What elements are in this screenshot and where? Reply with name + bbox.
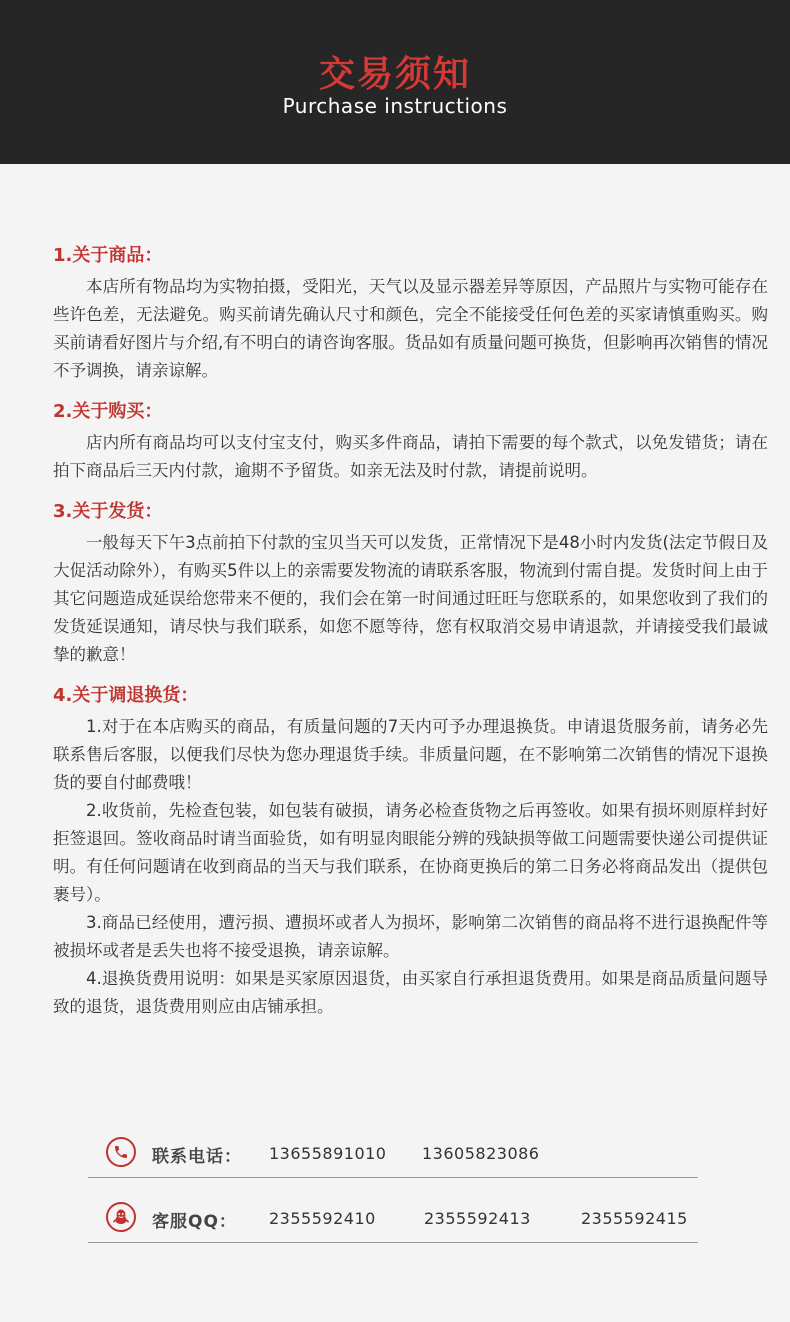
section-title: 2.关于购买： <box>53 401 163 422</box>
page-title: 交易须知 <box>318 54 471 95</box>
section-paragraph: 4.退换货费用说明：如果是买家原因退货，由买家自行承担退货费用。如果是商品质量问题导致的退货，退货费用则应由店铺承担。 <box>53 969 768 1016</box>
section-title: 3.关于发货： <box>53 501 163 522</box>
qq-number[interactable]: 2355592410 <box>269 1209 376 1228</box>
contact-row-phone <box>88 1133 698 1178</box>
section-product <box>53 243 768 385</box>
section-paragraph: 本店所有物品均为实物拍摄，受阳光，天气以及显示器差异等原因，产品照片与实物可能存在些许色差，无法避免。购买前请先确认尺寸和颜色，完全不能接受任何色差的买家请慎重购买。购买前请看好图片与介绍,有不明白的请咨询客服。货品如有质量问题可换货，但影响再次销售的情况不予调换，请亲谅解。 <box>53 277 768 380</box>
contact-label-phone: 联系电话： <box>152 1147 242 1167</box>
phone-icon <box>106 1137 136 1167</box>
section-returns <box>53 683 768 1021</box>
section-purchase <box>53 399 768 485</box>
section-title: 4.关于调退换货： <box>53 685 199 706</box>
section-shipping <box>53 499 768 669</box>
header-banner <box>0 0 790 164</box>
phone-number[interactable]: 13655891010 <box>269 1144 387 1163</box>
qq-number[interactable]: 2355592413 <box>424 1209 531 1228</box>
contact-block <box>88 1133 698 1243</box>
page-subtitle: Purchase instructions <box>282 94 508 118</box>
section-paragraph: 一般每天下午3点前拍下付款的宝贝当天可以发货，正常情况下是48小时内发货(法定节假日及大促活动除外），有购买5件以上的亲需要发物流的请联系客服，物流到付需自提。发货时间上由于其它问题造成延误给您带来不便的，我们会在第一时间通过旺旺与您联系的，如果您收到了我们的发货延误通知，请尽快与我们联系，如您不愿等待，您有权取消交易申请退款，并请接受我们最诚挚的歉意！ <box>53 533 768 664</box>
phone-number[interactable]: 13605823086 <box>422 1144 540 1163</box>
notice-content <box>53 243 768 1035</box>
contact-row-qq <box>88 1198 698 1243</box>
section-paragraph: 店内所有商品均可以支付宝支付，购买多件商品，请拍下需要的每个款式，以免发错货；请在拍下商品后三天内付款，逾期不予留货。如亲无法及时付款，请提前说明。 <box>53 433 768 480</box>
qq-number[interactable]: 2355592415 <box>581 1209 688 1228</box>
qq-penguin-icon <box>106 1202 136 1232</box>
section-title: 1.关于商品： <box>53 245 163 266</box>
contact-label-qq: 客服QQ： <box>152 1212 237 1232</box>
section-paragraph: 3.商品已经使用，遭污损、遭损坏或者人为损坏，影响第二次销售的商品将不进行退换配件等被损坏或者是丢失也将不接受退换，请亲谅解。 <box>53 913 768 960</box>
section-paragraph: 1.对于在本店购买的商品，有质量问题的7天内可予办理退换货。申请退货服务前，请务必先联系售后客服，以便我们尽快为您办理退货手续。非质量问题，在不影响第二次销售的情况下退换货的要自付邮费哦！ <box>53 717 768 792</box>
section-paragraph: 2.收货前，先检查包装，如包装有破损，请务必检查货物之后再签收。如果有损坏则原样封好拒签退回。签收商品时请当面验货，如有明显肉眼能分辨的残缺损等做工问题需要快递公司提供证明。有任何问题请在收到商品的当天与我们联系，在协商更换后的第二日务必将商品发出（提供包裹号）。 <box>53 801 768 904</box>
